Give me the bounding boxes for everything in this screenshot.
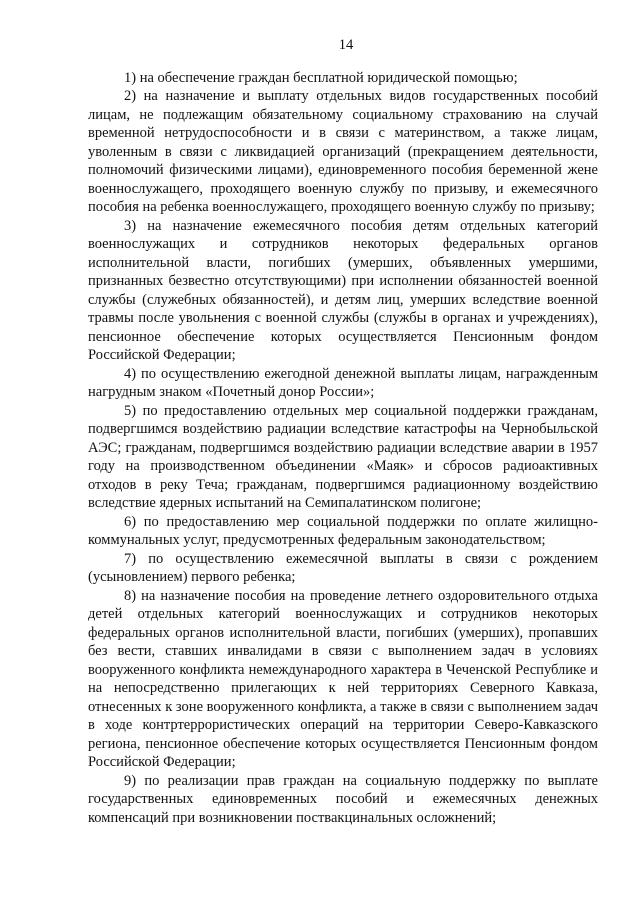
list-item-1: 1) на обеспечение граждан бесплатной юридической помощью; — [124, 69, 518, 86]
list-item-6: 6) по предоставлению мер социальной поддержки по оплате жилищно-коммунальных услуг, предусмотренных федеральным законодательством; — [88, 513, 598, 548]
list-item-7: 7) по осуществлению ежемесячной выплаты в связи с рождением (усыновлением) первого ребенка; — [88, 550, 598, 585]
list-item-2: 2) на назначение и выплату отдельных видов государственных пособий лицам, не подлежащим обязательному социальному страхованию на случай временной нетрудоспособности и в связи с материнством, а также лицам, уволенным в связи с ликвидацией организаций (прекращением деятельности, полномочий физическими лицами), единовременного пособия беременной жене военнослужащего, проходящего военную службу по призыву, и ежемесячного пособия на ребенка военнослужащего, проходящего военную службу по призыву; — [88, 88, 598, 215]
list-item-8: 8) на назначение пособия на проведение летнего оздоровительного отдыха детей отдельных категорий военнослужащих и сотрудников некоторых федеральных органов исполнительной власти, погибших (умерших), пропавших без вести, ставших инвалидами в связи с выполнением задач в условиях вооруженного конфликта немеждународного характера в Чеченской Республике и на непосредственно прилегающих к ней территориях Северного Кавказа, отнесенных к зоне вооруженного конфликта, а также в связи с выполнением задач в ходе контртеррористических операций на территории Северо-Кавказского региона, пенсионное обеспечение которых осуществляется Пенсионным фондом Российской Федерации; — [88, 587, 598, 770]
page-number: 14 — [338, 37, 354, 53]
list-item-3: 3) на назначение ежемесячного пособия детям отдельных категорий военнослужащих и сотрудников некоторых федеральных органов исполнительной власти, погибших (умерших, объявленных умершими, признанных безвестно отсутствующими) при исполнении обязанностей военной службы (служебных обязанностей), и детям лиц, умерших вследствие военной травмы после увольнения с военной службы (службы в органах и учреждениях), пенсионное обеспечение которых осуществляется Пенсионным фондом Российской Федерации; — [88, 217, 598, 363]
list-item-9: 9) по реализации прав граждан на социальную поддержку по выплате государственных единовременных пособий и ежемесячных денежных компенсаций при возникновении поствакцинальных осложнений; — [88, 772, 598, 826]
document-page — [88, 36, 598, 827]
list-item-5: 5) по предоставлению отдельных мер социальной поддержки гражданам, подвергшимся воздействию радиации вследствие катастрофы на Чернобыльской АЭС; гражданам, подвергшимся воздействию радиации вследствие аварии в 1957 году на производственном объединении «Маяк» и сбросов радиоактивных отходов в реку Теча; гражданам, подвергшимся радиационному воздействию вследствие ядерных испытаний на Семипалатинском полигоне; — [88, 402, 598, 511]
list-item-4: 4) по осуществлению ежегодной денежной выплаты лицам, награжденным нагрудным знаком «Почетный донор России»; — [88, 365, 598, 400]
